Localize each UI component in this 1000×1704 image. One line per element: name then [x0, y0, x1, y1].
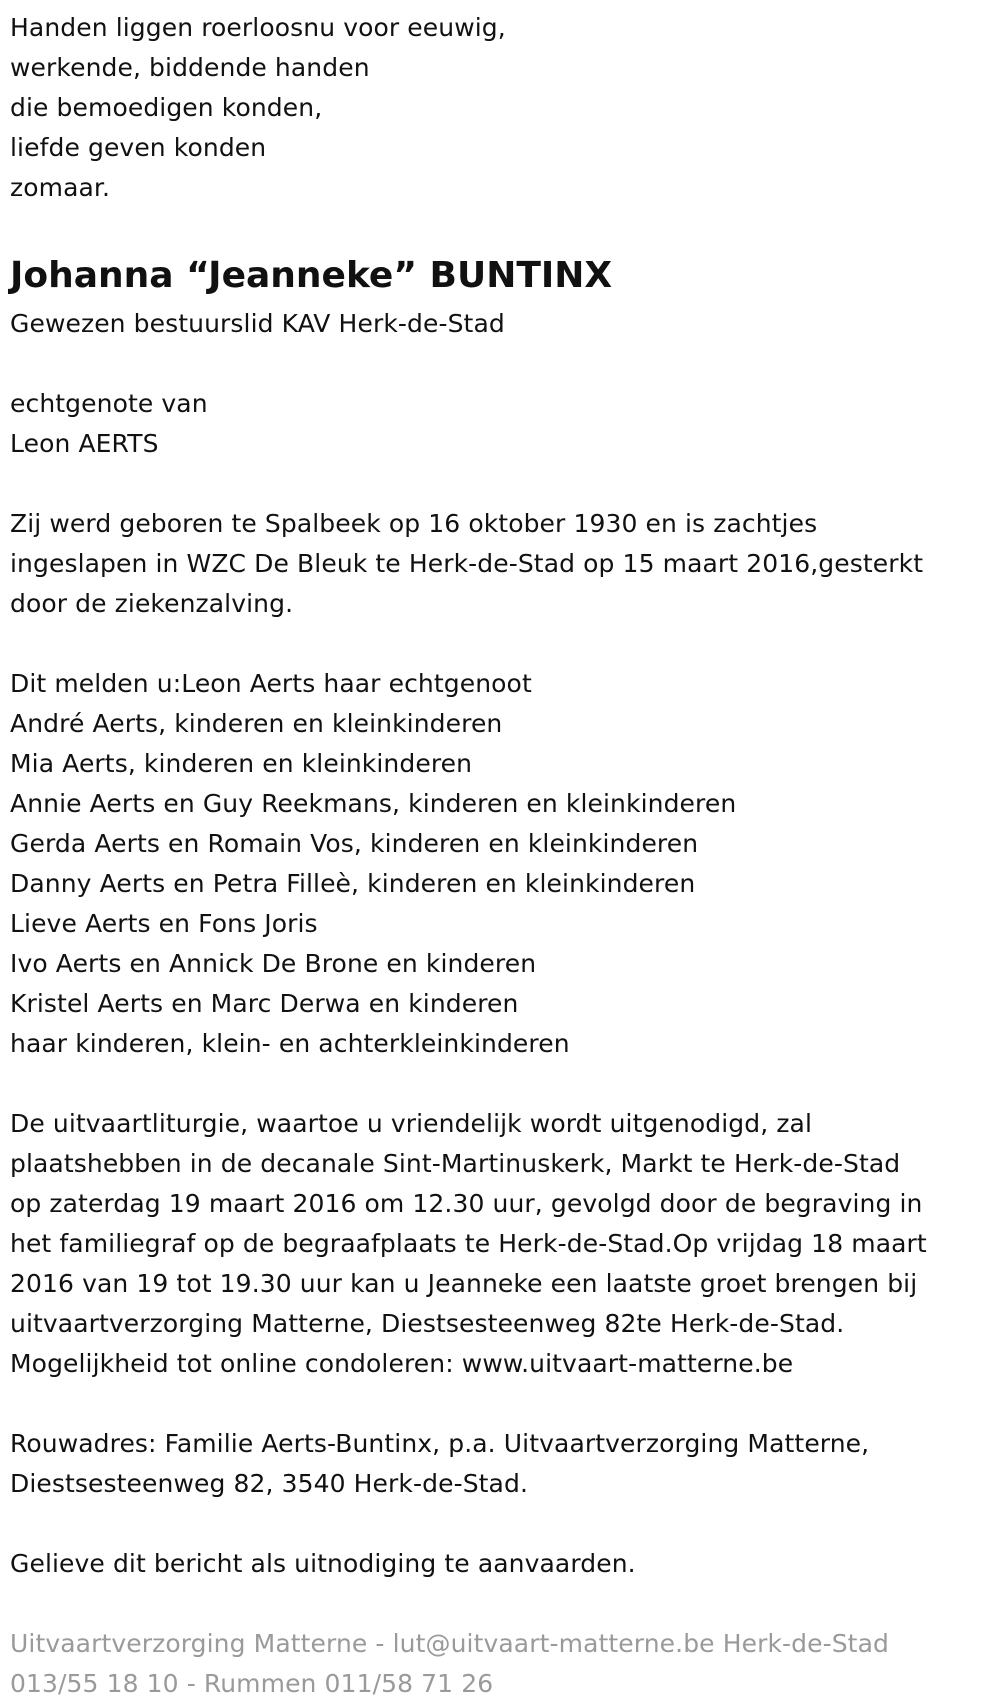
family-line: haar kinderen, klein- en achterkleinkinderen: [10, 1029, 570, 1058]
family-line: André Aerts, kinderen en kleinkinderen: [10, 709, 503, 738]
funeral-line: op zaterdag 19 maart 2016 om 12.30 uur, gevolgd door de begraving in: [10, 1189, 923, 1218]
poem-line: werkende, biddende handen: [10, 53, 370, 82]
poem-line: Handen liggen roerloosnu voor eeuwig,: [10, 13, 506, 42]
funeral-line: plaatshebben in de decanale Sint-Martinuskerk, Markt te Herk-de-Stad: [10, 1149, 901, 1178]
spouse-block: [10, 384, 990, 464]
spacer: [10, 1584, 990, 1624]
address-line: Rouwadres: Familie Aerts-Buntinx, p.a. Uitvaartverzorging Matterne,: [10, 1429, 870, 1458]
spacer: [10, 1504, 990, 1544]
footer-line: 013/55 18 10 - Rummen 011/58 71 26: [10, 1669, 494, 1698]
footer-line: Uitvaartverzorging Matterne - lut@uitvaart-matterne.be Herk-de-Stad: [10, 1629, 889, 1658]
address-block: [10, 1424, 990, 1504]
funeral-line: Mogelijkheid tot online condoleren: www.uitvaart-matterne.be: [10, 1349, 794, 1378]
obituary-page: [10, 8, 990, 1704]
family-line: Ivo Aerts en Annick De Brone en kinderen: [10, 949, 537, 978]
birth-death-line: door de ziekenzalving.: [10, 589, 294, 618]
poem: [10, 8, 990, 208]
family-line: Kristel Aerts en Marc Derwa en kinderen: [10, 989, 519, 1018]
spacer: [10, 1064, 990, 1104]
spacer: [10, 624, 990, 664]
funeral-line: uitvaartverzorging Matterne, Diestsesteenweg 82te Herk-de-Stad.: [10, 1309, 845, 1338]
family-line: Danny Aerts en Petra Filleè, kinderen en kleinkinderen: [10, 869, 696, 898]
spouse-line: echtgenote van: [10, 389, 208, 418]
spacer: [10, 1384, 990, 1424]
family-line: Lieve Aerts en Fons Joris: [10, 909, 318, 938]
funeral-block: [10, 1104, 990, 1384]
family-line: Gerda Aerts en Romain Vos, kinderen en kleinkinderen: [10, 829, 699, 858]
funeral-line: het familiegraf op de begraafplaats te Herk-de-Stad.Op vrijdag 18 maart: [10, 1229, 927, 1258]
funeral-line: 2016 van 19 tot 19.30 uur kan u Jeanneke een laatste groet brengen bij: [10, 1269, 918, 1298]
deceased-subtitle: Gewezen bestuurslid KAV Herk-de-Stad: [10, 309, 505, 338]
deceased-name: Johanna “Jeanneke” BUNTINX: [10, 255, 613, 296]
birth-death-line: ingeslapen in WZC De Bleuk te Herk-de-Stad op 15 maart 2016,gesterkt: [10, 549, 924, 578]
funeral-line: De uitvaartliturgie, waartoe u vriendelijk wordt uitgenodigd, zal: [10, 1109, 813, 1138]
spacer: [10, 464, 990, 504]
family-line: Dit melden u:Leon Aerts haar echtgenoot: [10, 669, 532, 698]
family-line: Annie Aerts en Guy Reekmans, kinderen en kleinkinderen: [10, 789, 737, 818]
birth-death-block: [10, 504, 990, 624]
poem-line: zomaar.: [10, 173, 111, 202]
poem-line: die bemoedigen konden,: [10, 93, 323, 122]
address-line: Diestsesteenweg 82, 3540 Herk-de-Stad.: [10, 1469, 528, 1498]
spacer: [10, 344, 990, 384]
poem-line: liefde geven konden: [10, 133, 267, 162]
birth-death-line: Zij werd geboren te Spalbeek op 16 oktober 1930 en is zachtjes: [10, 509, 818, 538]
family-line: Mia Aerts, kinderen en kleinkinderen: [10, 749, 473, 778]
footer: [10, 1624, 990, 1704]
spouse-line: Leon AERTS: [10, 429, 159, 458]
family-block: [10, 664, 990, 1064]
closing-text: Gelieve dit bericht als uitnodiging te aanvaarden.: [10, 1549, 636, 1578]
